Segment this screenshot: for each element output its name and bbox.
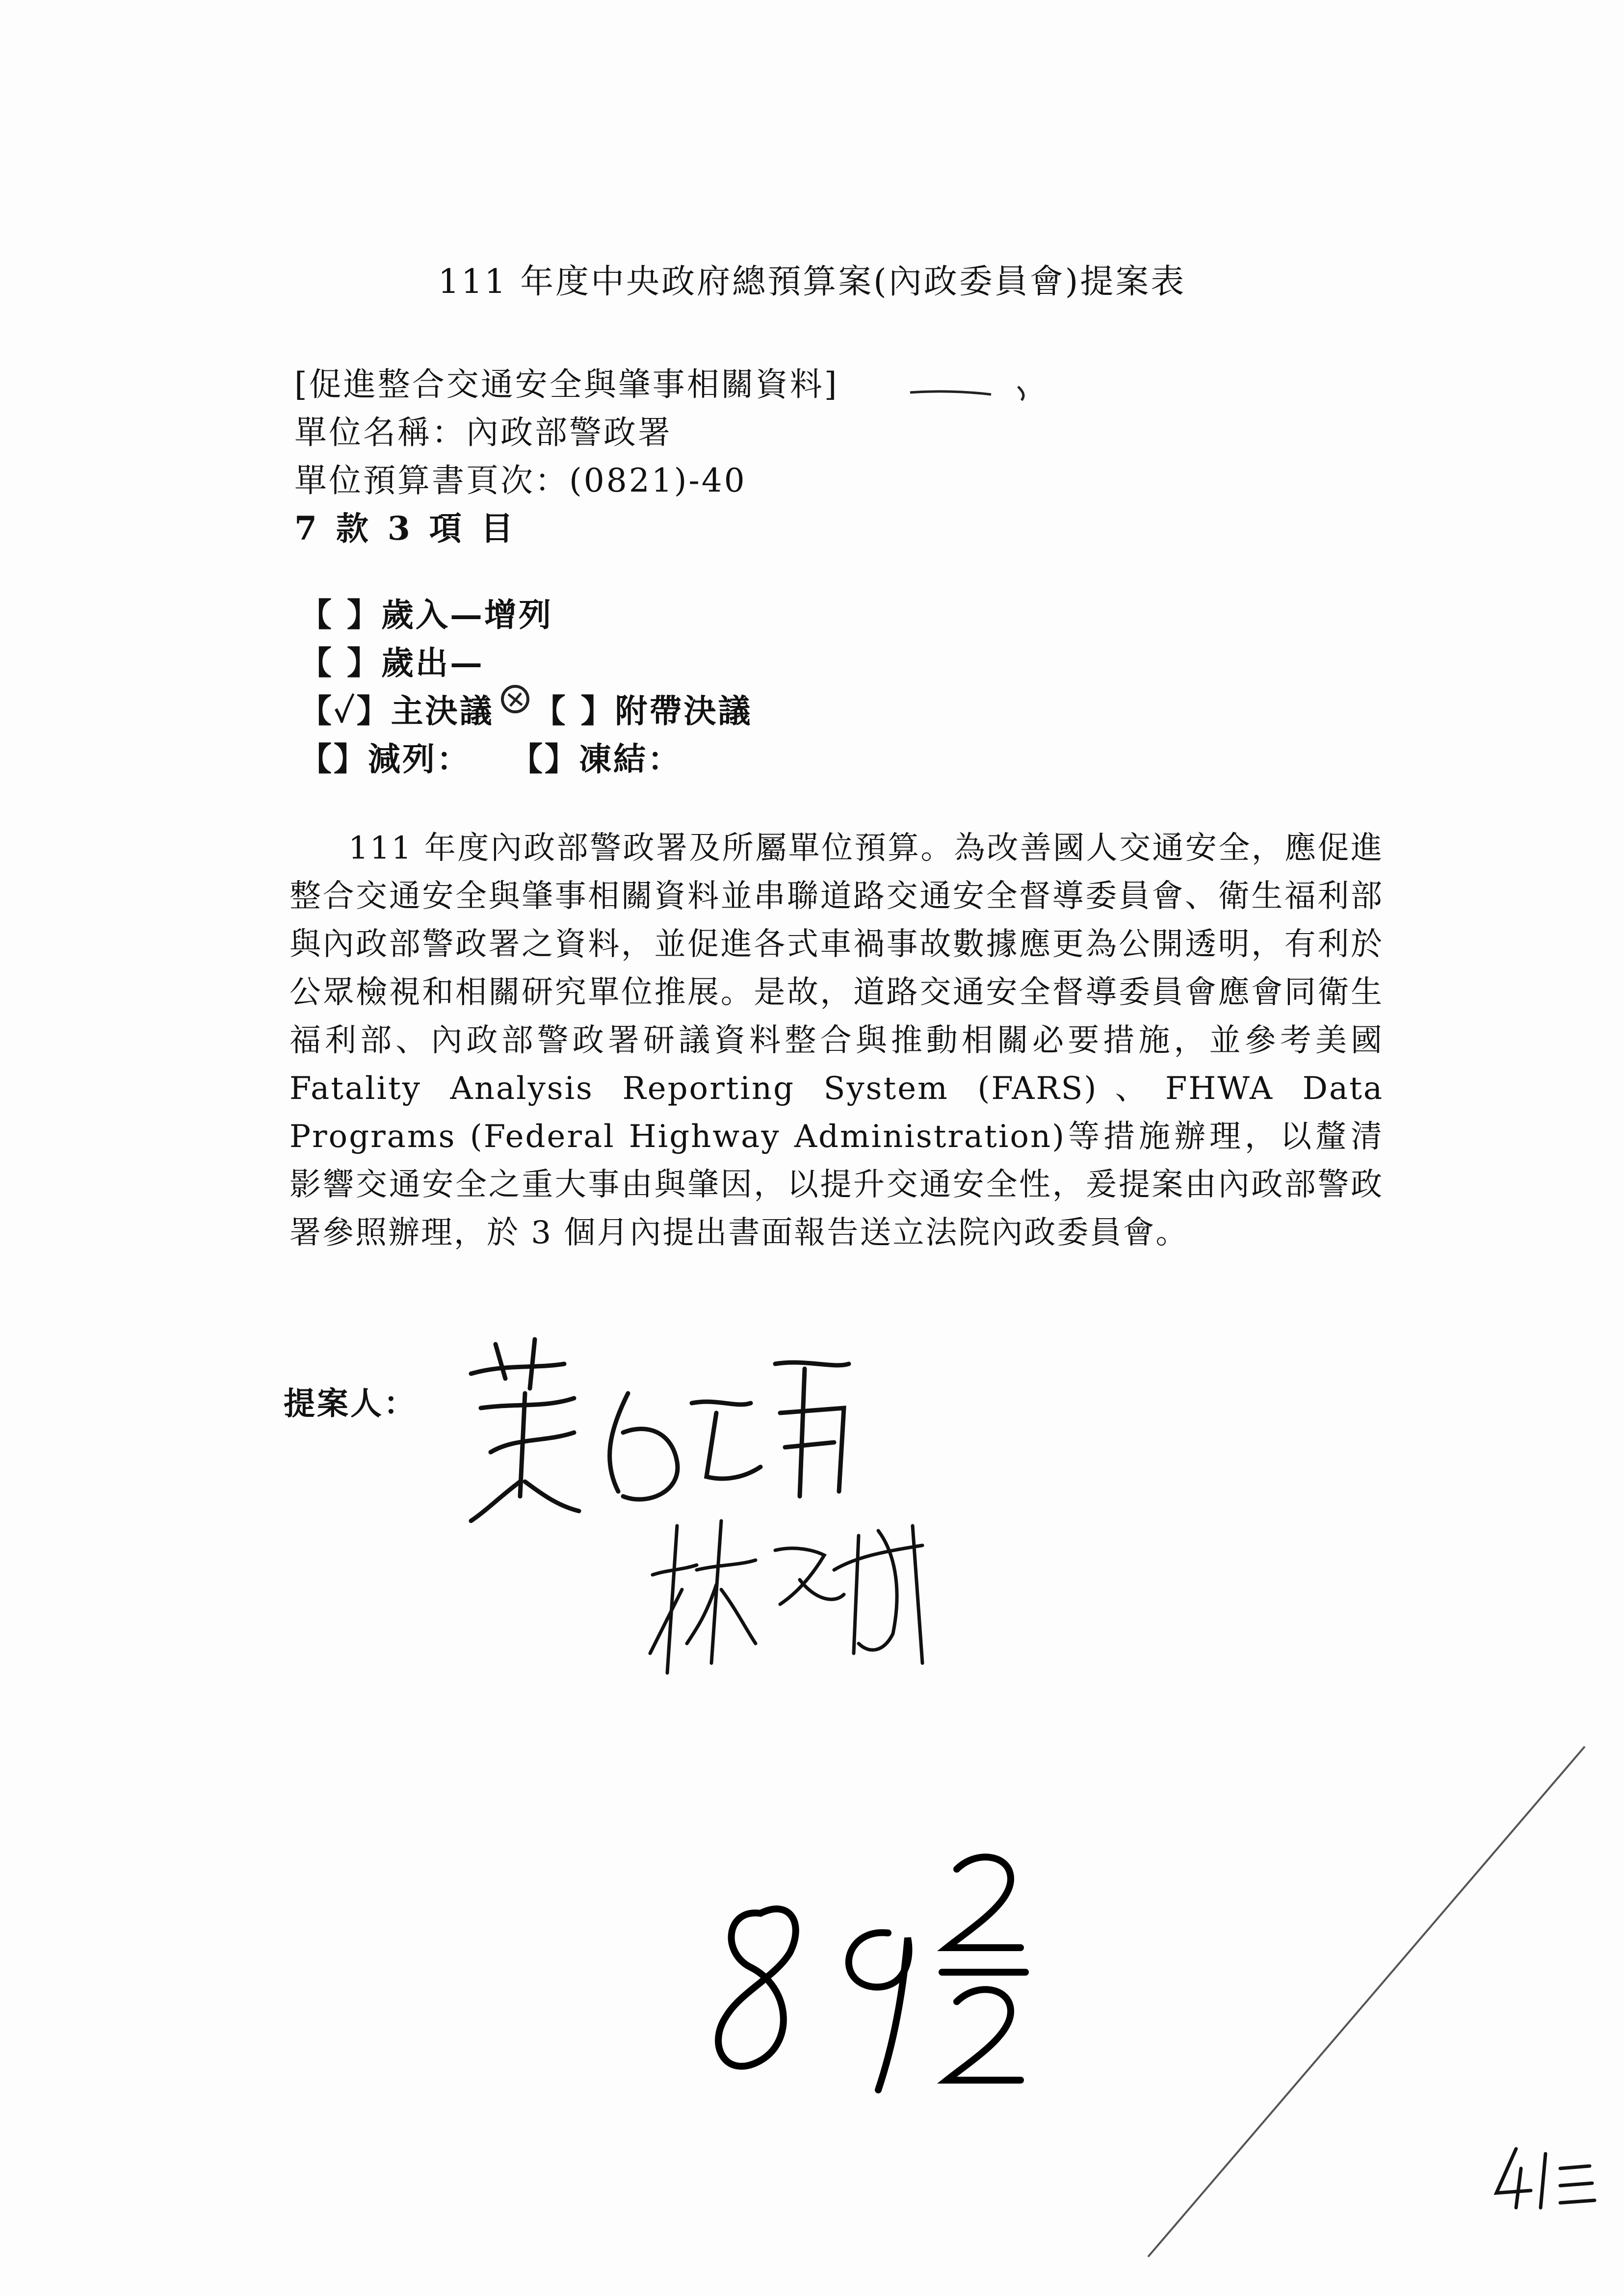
option-revenue-add: 【 】歲入—增列 <box>299 596 553 634</box>
option-main-resolution: 【✓】主決議 <box>299 692 494 730</box>
circle-scribble-mark <box>496 679 535 719</box>
option-expenditure: 【 】歲出— <box>299 644 484 682</box>
unit-name: 單位名稱：內政部警政署 <box>294 414 672 451</box>
option-reduce: 【】減列： <box>299 740 471 778</box>
proposer-label: 提案人： <box>284 1385 417 1422</box>
corner-number-image <box>1487 2139 1604 2218</box>
proposal-body-text: 111 年度內政部警政署及所屬單位預算。為改善國人交通安全，應促進整合交通安全與肇事相關資料並串聯道路交通安全督導委員會、衛生福利部與內政部警政署之資料，並促進各式車禍事故數據應更為公開透明，有利於公眾檢視和相關研究單位推展。是故，道路交通安全督導委員會應會同衛生福利部、內政部警政署研議資料整合與推動相關必要措施，並參考美國 Fatality Analysis Reporting System (FARS)、FHWA Data Programs (Federal Highway Administration)等措施辦理，以釐清影響交通安全之重大事由與肇因，以提升交通安全性，爰提案由內政部警政署參照辦理，於 3 個月內提出書面報告送立法院內政委員會。 <box>289 830 1384 1251</box>
item-reference: 7 款 3 項 目 <box>294 509 517 548</box>
handwritten-number-image <box>697 1835 1040 2110</box>
page-title: 111 年度中央政府總預算案(內政委員會)提案表 <box>438 262 1186 301</box>
handwritten-dash-mark <box>908 378 1035 407</box>
option-reduce-freeze <box>299 733 682 780</box>
proposal-subject: [促進整合交通安全與肇事相關資料] <box>294 365 839 403</box>
option-attached-resolution: 【 】附帶決議 <box>533 692 753 730</box>
option-freeze: 【】凍結： <box>510 740 682 778</box>
budget-page-ref: 單位預算書頁次：(0821)-40 <box>294 462 747 499</box>
proposal-body <box>289 824 1384 1257</box>
signature-2-image <box>648 1506 952 1683</box>
